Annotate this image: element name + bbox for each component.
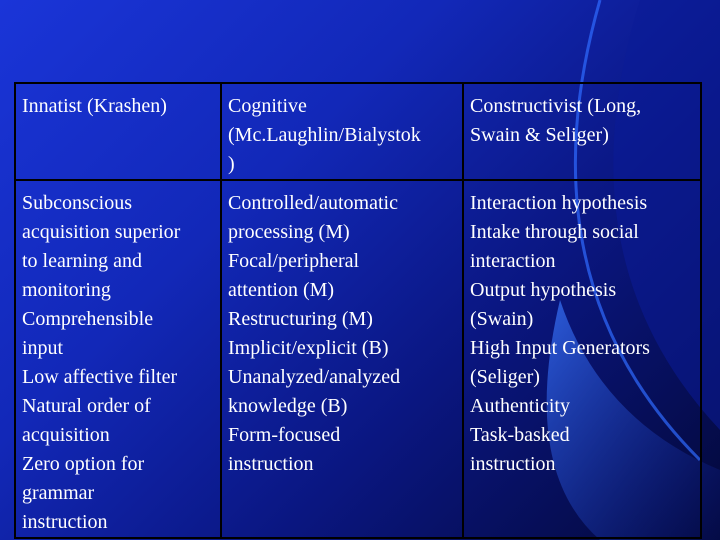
header-constructivist bbox=[463, 83, 701, 180]
cell-cognitive bbox=[221, 180, 463, 538]
table-row bbox=[15, 180, 701, 538]
cell-constructivist-text: Interaction hypothesis Intake through social interaction Output hypothesis (Swain) High Input Generators (Seliger) Authenticity Task-basked instruction bbox=[470, 192, 650, 475]
cell-constructivist bbox=[463, 180, 701, 538]
header-cognitive-text: Cognitive (Mc.Laughlin/Bialystok ) bbox=[228, 95, 421, 175]
table-header-row bbox=[15, 83, 701, 180]
header-innatist bbox=[15, 83, 221, 180]
header-cognitive bbox=[221, 83, 463, 180]
cell-innatist bbox=[15, 180, 221, 538]
cell-innatist-text: Subconscious acquisition superior to learning and monitoring Comprehensible input Low affective filter Natural order of acquisition Zero option for grammar instruction bbox=[22, 192, 181, 533]
cell-cognitive-text: Controlled/automatic processing (M) Focal/peripheral attention (M) Restructuring (M) Implicit/explicit (B) Unanalyzed/analyzed knowledge (B) Form-focused instruction bbox=[228, 192, 401, 475]
header-constructivist-text: Constructivist (Long, Swain & Seliger) bbox=[470, 95, 642, 146]
header-innatist-text: Innatist (Krashen) bbox=[22, 95, 167, 117]
comparison-table bbox=[14, 82, 702, 539]
